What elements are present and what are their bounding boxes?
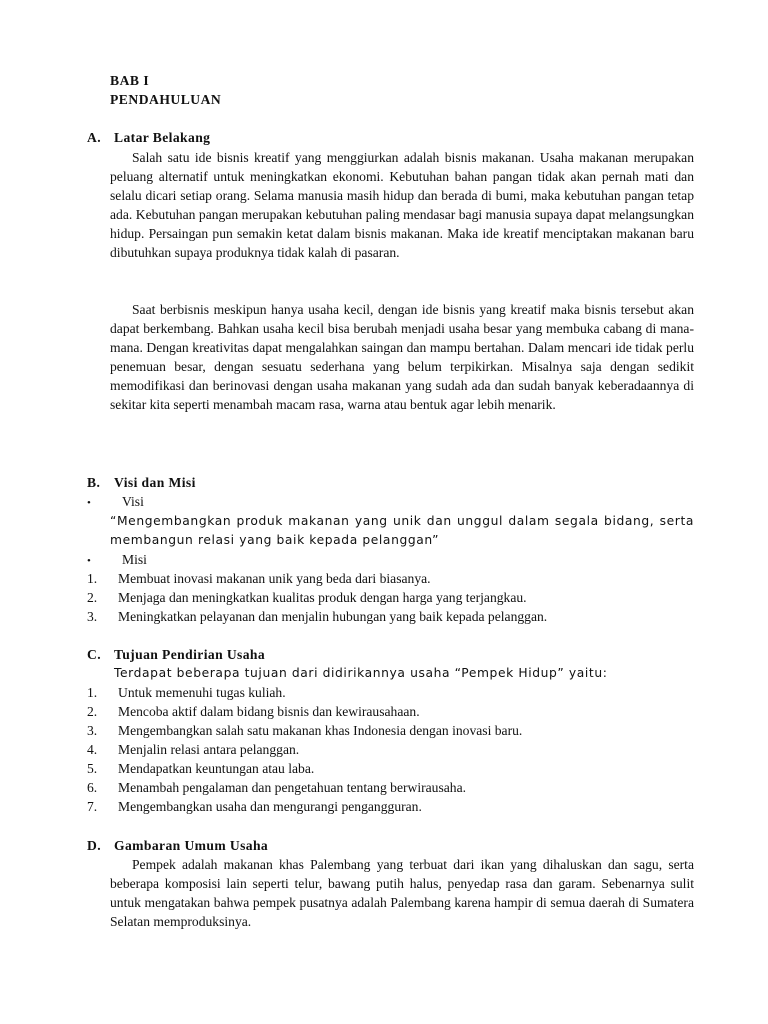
list-number: 2.	[87, 590, 98, 605]
section-d-heading	[87, 836, 268, 855]
list-number: 3.	[87, 609, 98, 624]
list-number: 7.	[87, 799, 98, 814]
tujuan-item	[87, 702, 697, 721]
misi-label: Misi	[122, 552, 147, 567]
list-item-text: Membuat inovasi makanan unik yang beda dari biasanya.	[118, 571, 431, 586]
list-item-text: Untuk memenuhi tugas kuliah.	[118, 685, 286, 700]
section-b-letter: B.	[87, 475, 101, 490]
list-number: 6.	[87, 780, 98, 795]
list-number: 1.	[87, 571, 98, 586]
section-b-heading	[87, 473, 196, 492]
list-item-text: Mencoba aktif dalam bidang bisnis dan kewirausahaan.	[118, 704, 420, 719]
bullet-icon: •	[87, 555, 91, 567]
misi-item	[87, 588, 697, 607]
misi-item	[87, 607, 697, 626]
visi-label: Visi	[122, 494, 144, 509]
tujuan-item	[87, 683, 697, 702]
tujuan-item	[87, 778, 697, 797]
list-item-text: Menjalin relasi antara pelanggan.	[118, 742, 300, 757]
section-a-heading	[87, 128, 210, 147]
list-number: 4.	[87, 742, 98, 757]
list-number: 3.	[87, 723, 98, 738]
list-number: 1.	[87, 685, 98, 700]
section-c-letter: C.	[87, 647, 102, 662]
list-item-text: Meningkatkan pelayanan dan menjalin hubungan yang baik kepada pelanggan.	[118, 609, 548, 624]
section-a-paragraph-2: Saat berbisnis meskipun hanya usaha kecil, dengan ide bisnis yang kreatif maka bisnis tersebut akan dapat berkembang. Bahkan usaha kecil bisa berubah menjadi usaha besar yang membuka cabang di mana-mana. Dengan kreativitas dapat mengalahkan saingan dan mampu bertahan. Dalam mencari ide tidak perlu penemuan besar, dengan sesuatu sederhana yang belum terpikirkan. Misalnya saja dengan sedikit memodifikasi dan berinovasi dengan usaha makanan yang sudah ada dan sudah banyak keberadaannya di sekitar kita seperti menambah macam rasa, warna atau bentuk agar lebih menarik.	[110, 302, 694, 412]
section-a-title: Latar Belakang	[114, 130, 211, 145]
list-item-text: Mengembangkan salah satu makanan khas Indonesia dengan inovasi baru.	[118, 723, 523, 738]
chapter-number: BAB I	[110, 73, 150, 88]
visi-bullet-item	[87, 492, 697, 513]
section-a-letter: A.	[87, 130, 102, 145]
section-d-paragraph-1: Pempek adalah makanan khas Palembang yang terbuat dari ikan yang dihaluskan dan sagu, serta beberapa komposisi lain seperti telur, bawang putih halus, penyedap rasa dan garam. Sebenarnya sulit untuk mengatakan bahwa pempek pusatnya adalah Palembang karena hampir di semua daerah di Sumatera Selatan memproduksinya.	[110, 857, 694, 929]
tujuan-item	[87, 740, 697, 759]
section-b-title: Visi dan Misi	[114, 475, 196, 490]
list-item-text: Mendapatkan keuntungan atau laba.	[118, 761, 315, 776]
misi-bullet-item	[87, 550, 697, 571]
list-item-text: Menambah pengalaman dan pengetahuan tentang berwirausaha.	[118, 780, 467, 795]
list-number: 5.	[87, 761, 98, 776]
tujuan-item	[87, 759, 697, 778]
section-c-intro: Terdapat beberapa tujuan dari didirikannya usaha “Pempek Hidup” yaitu:	[114, 666, 608, 680]
list-number: 2.	[87, 704, 98, 719]
list-item-text: Menjaga dan meningkatkan kualitas produk dengan harga yang terjangkau.	[118, 590, 527, 605]
section-a-paragraph-1: Salah satu ide bisnis kreatif yang menggiurkan adalah bisnis makanan. Usaha makanan merupakan peluang alternatif untuk meningkatkan ekonomi. Kebutuhan bahan pangan tidak akan pernah mati dan selalu dicari setiap orang. Selama manusia masih hidup dan berada di bumi, maka kebutuhan pangan tetap ada. Kebutuhan pangan merupakan kebutuhan paling mendasar bagi manusia supaya dapat melangsungkan hidup. Persaingan pun semakin ketat dalam bisnis makanan. Maka ide kreatif menciptakan makanan baru dibutuhkan supaya produknya tidak kalah di pasaran.	[110, 150, 694, 260]
section-d-letter: D.	[87, 838, 102, 853]
misi-item	[87, 569, 697, 588]
section-c-title: Tujuan Pendirian Usaha	[114, 647, 266, 662]
visi-statement: “Mengembangkan produk makanan yang unik dan unggul dalam segala bidang, serta membangun relasi yang baik kepada pelanggan”	[110, 514, 694, 547]
tujuan-item	[87, 797, 697, 816]
tujuan-item	[87, 721, 697, 740]
chapter-title: PENDAHULUAN	[110, 92, 222, 107]
section-c-heading	[87, 645, 265, 664]
section-d-title: Gambaran Umum Usaha	[114, 838, 269, 853]
bullet-icon: •	[87, 497, 91, 509]
list-item-text: Mengembangkan usaha dan mengurangi pengangguran.	[118, 799, 422, 814]
